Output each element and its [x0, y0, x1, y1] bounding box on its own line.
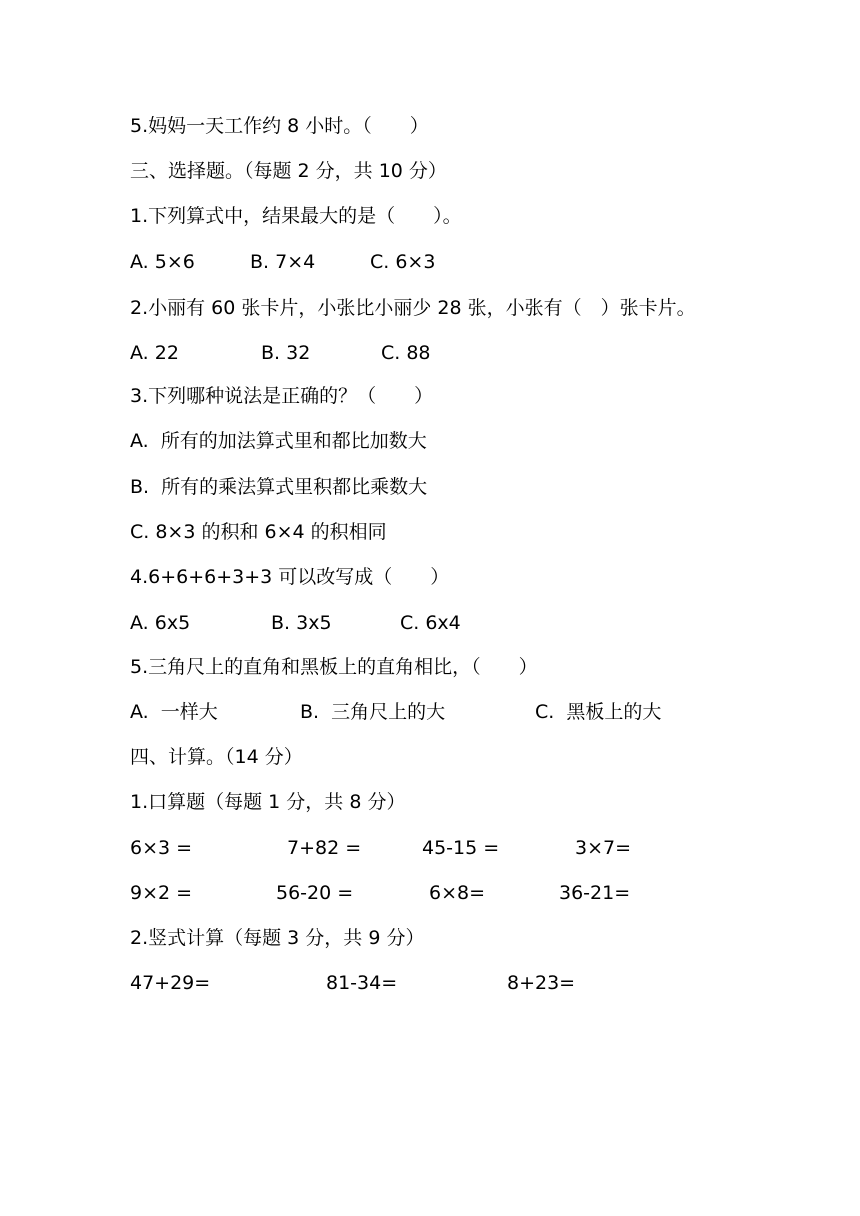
choice-q2-option-a: A. 22 — [130, 342, 179, 364]
vertical-calc-title: 2.竖式计算（每题 3 分，共 9 分） — [130, 927, 425, 949]
vertical-calc-item: 8+23= — [507, 972, 576, 994]
oral-calc-title: 1.口算题（每题 1 分，共 8 分） — [130, 791, 406, 813]
oral-calc-item: 56-20 = — [276, 882, 354, 904]
choice-q5-option-c: C. 黑板上的大 — [535, 701, 662, 723]
choice-q1-stem: 1.下列算式中，结果最大的是（ ）。 — [130, 205, 462, 227]
oral-calc-item: 9×2 = — [130, 882, 193, 904]
choice-q1-option-b: B. 7×4 — [250, 251, 316, 273]
oral-calc-item: 6×3 = — [130, 837, 193, 859]
choice-q3-stem: 3.下列哪种说法是正确的？（ ） — [130, 385, 434, 407]
choice-q2-option-c: C. 88 — [381, 342, 431, 364]
choice-q3-option-a: A. 所有的加法算式里和都比加数大 — [130, 430, 427, 452]
choice-q3-option-b: B. 所有的乘法算式里积都比乘数大 — [130, 476, 428, 498]
choice-q4-option-b: B. 3x5 — [271, 612, 332, 634]
oral-calc-item: 36-21= — [559, 882, 631, 904]
choice-q2-stem: 2.小丽有 60 张卡片，小张比小丽少 28 张，小张有（ ）张卡片。 — [130, 297, 696, 319]
vertical-calc-item: 81-34= — [326, 972, 398, 994]
choice-q3-option-c: C. 8×3 的积和 6×4 的积相同 — [130, 521, 387, 543]
oral-calc-item: 3×7= — [575, 837, 632, 859]
choice-q1-option-a: A. 5×6 — [130, 251, 195, 273]
section-4-title: 四、计算。（14 分） — [130, 746, 303, 768]
choice-q4-option-c: C. 6x4 — [400, 612, 461, 634]
tf-item-5: 5.妈妈一天工作约 8 小时。（ ） — [130, 115, 429, 137]
choice-q5-option-b: B. 三角尺上的大 — [300, 701, 446, 723]
oral-calc-item: 45-15 = — [422, 837, 500, 859]
choice-q1-option-c: C. 6×3 — [370, 251, 436, 273]
oral-calc-item: 6×8= — [429, 882, 486, 904]
section-3-title: 三、选择题。（每题 2 分，共 10 分） — [130, 160, 447, 182]
choice-q5-stem: 5.三角尺上的直角和黑板上的直角相比，（ ） — [130, 656, 538, 678]
choice-q4-option-a: A. 6x5 — [130, 612, 191, 634]
choice-q5-option-a: A. 一样大 — [130, 701, 218, 723]
vertical-calc-item: 47+29= — [130, 972, 211, 994]
choice-q2-option-b: B. 32 — [261, 342, 311, 364]
oral-calc-item: 7+82 = — [287, 837, 362, 859]
choice-q4-stem: 4.6+6+6+3+3 可以改写成（ ） — [130, 566, 450, 588]
